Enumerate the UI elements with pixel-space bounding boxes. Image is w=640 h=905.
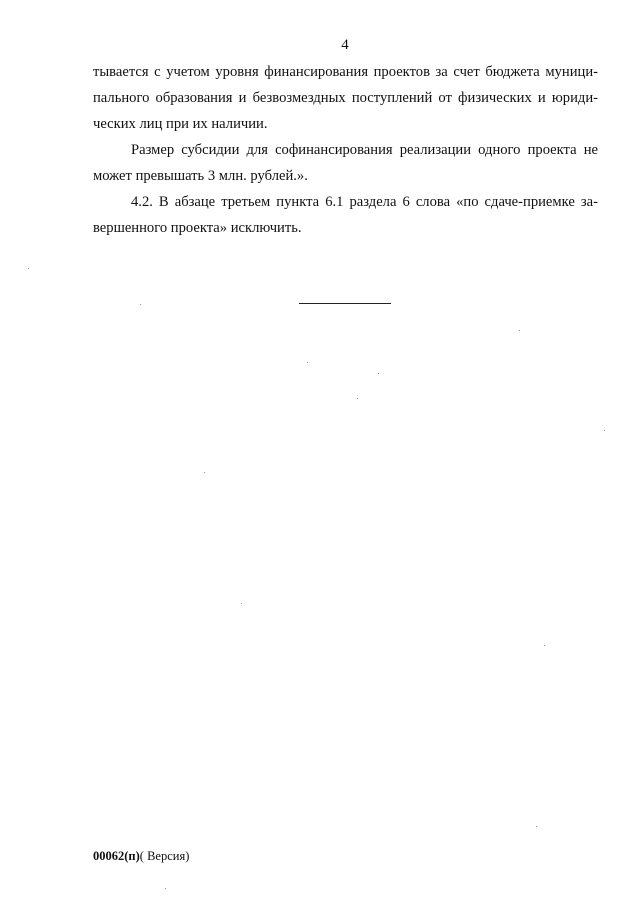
document-body — [93, 59, 598, 241]
scan-speck — [378, 373, 379, 374]
scan-speck — [544, 645, 545, 646]
scan-speck — [165, 888, 166, 889]
end-separator-line — [299, 303, 391, 304]
scan-speck — [357, 398, 358, 399]
paragraph-line: ческих лиц при их наличии. — [93, 116, 268, 132]
scan-speck — [307, 362, 308, 363]
scan-speck — [604, 430, 605, 431]
footer-document-code — [93, 849, 189, 864]
page-number: 4 — [341, 37, 349, 53]
footer-code: 00062(п) — [93, 849, 140, 863]
paragraph-line: пального образования и безвозмездных поступлений от физических и юриди- — [93, 90, 598, 106]
scan-speck — [536, 826, 537, 827]
paragraph-line: 4.2. В абзаце третьем пункта 6.1 раздела 6 слова «по сдаче-приемке за- — [131, 194, 598, 210]
paragraph-line: может превышать 3 млн. рублей.». — [93, 168, 308, 184]
scan-speck — [519, 330, 520, 331]
scan-speck — [28, 268, 29, 269]
scan-speck — [140, 304, 141, 305]
paragraph-line: тывается с учетом уровня финансирования проектов за счет бюджета муници- — [93, 64, 598, 80]
paragraph-line: вершенного проекта» исключить. — [93, 220, 302, 236]
scan-speck — [204, 472, 205, 473]
scan-speck — [241, 603, 242, 604]
footer-version: ( Версия) — [139, 849, 190, 863]
paragraph-line: Размер субсидии для софинансирования реализации одного проекта не — [131, 142, 598, 158]
